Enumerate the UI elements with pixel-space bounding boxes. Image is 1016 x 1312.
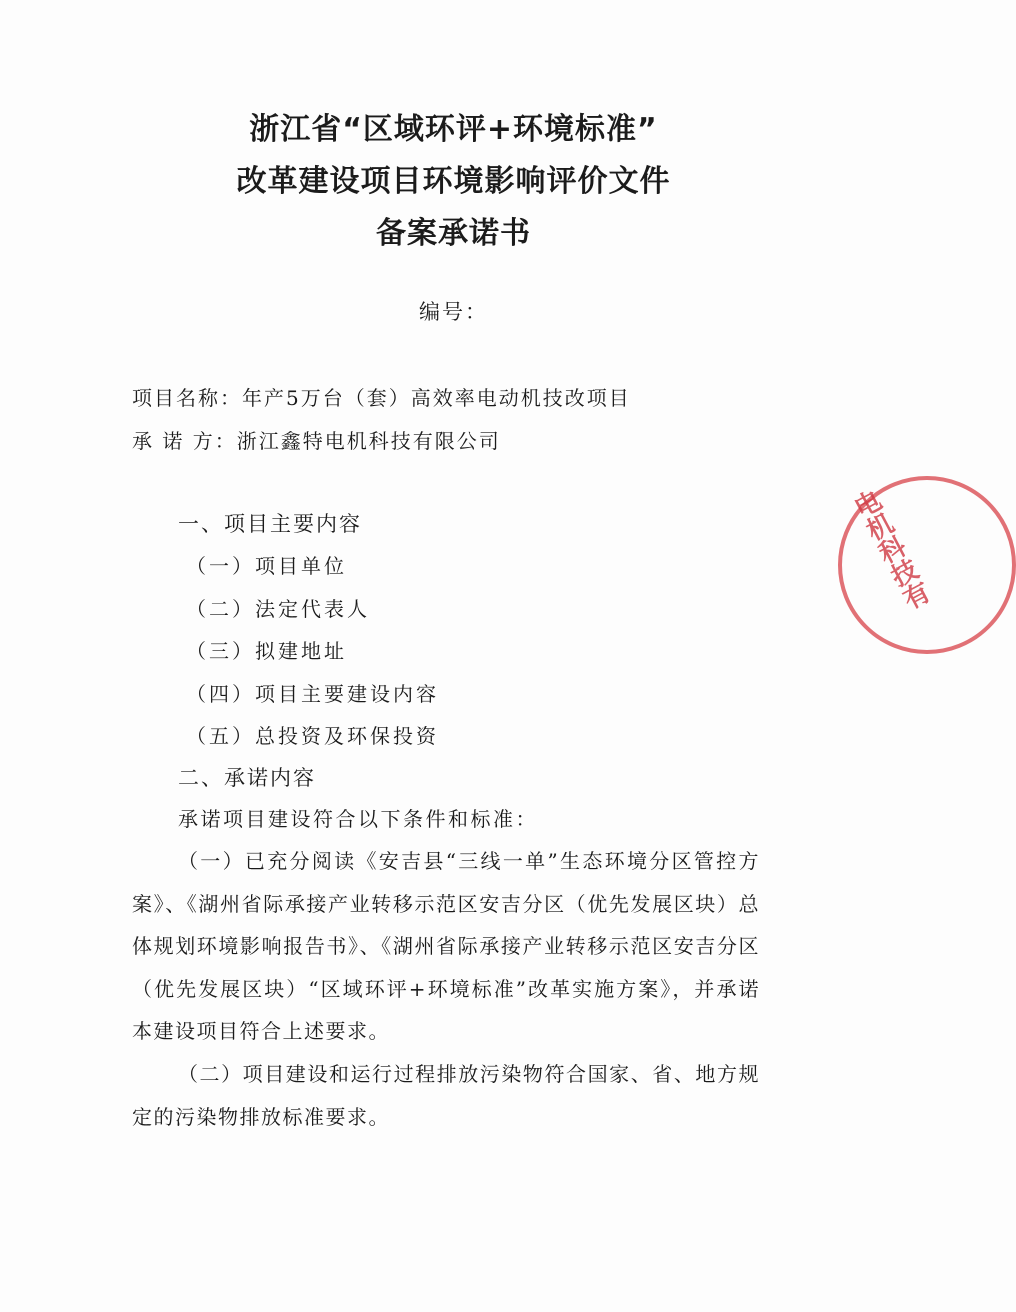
project-name-line: 项目名称：年产5万台（套）高效率电动机技改项目: [132, 386, 631, 410]
section-1-item: （一）项目单位: [186, 554, 347, 578]
title-line-3: 备案承诺书: [376, 216, 531, 251]
promiser-line: 承 诺 方：浙江鑫特电机科技有限公司: [132, 429, 501, 453]
title-line-2: 改革建设项目环境影响评价文件: [236, 164, 671, 199]
title-line-1: 浙江省“区域环评+环境标准”: [249, 112, 658, 147]
commitment-intro: 承诺项目建设符合以下条件和标准：: [178, 807, 538, 831]
document-number-label: 编号：: [419, 300, 488, 324]
section-1-item: （二）法定代表人: [186, 597, 370, 621]
document-title: [0, 104, 907, 260]
section-1-item: （五）总投资及环保投资: [186, 724, 439, 748]
commitment-paragraph-1: （一）已充分阅读《安吉县“三线一单”生态环境分区管控方案》、《湖州省际承接产业转移示范区安吉分区（优先发展区块）总体规划环境影响报告书》、《湖州省际承接产业转移示范区安吉分区（优先发展区块）“区域环评+环境标准”改革实施方案》，并承诺本建设项目符合上述要求。: [132, 849, 760, 1043]
section-1-heading: 一、项目主要内容: [178, 512, 362, 536]
company-seal-text: 电机科技有: [846, 485, 934, 615]
section-2-heading: 二、承诺内容: [178, 766, 316, 790]
section-1-item: （四）项目主要建设内容: [186, 682, 439, 706]
commitment-paragraph-2: （二）项目建设和运行过程排放污染物符合国家、省、地方规定的污染物排放标准要求。: [132, 1062, 760, 1129]
section-1-item: （三）拟建地址: [186, 639, 347, 663]
